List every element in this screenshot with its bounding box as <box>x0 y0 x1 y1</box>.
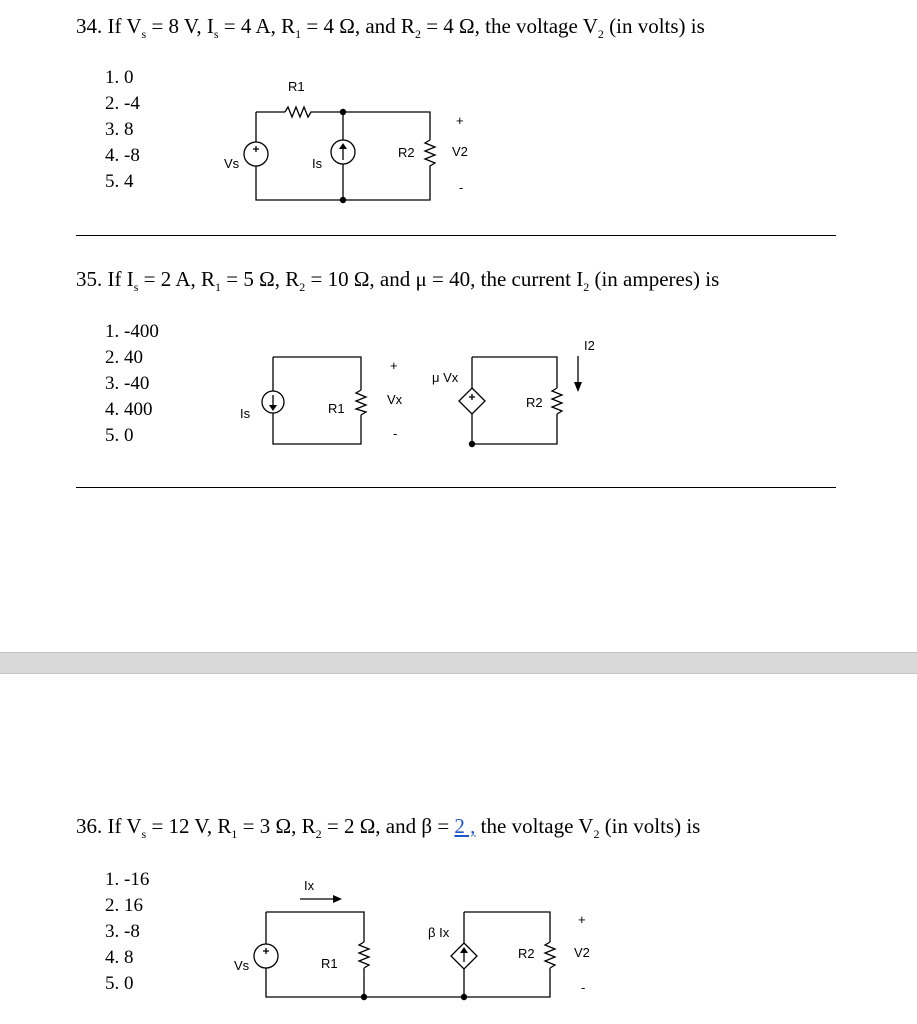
option: 3. -8 <box>105 921 140 942</box>
question-34-prompt: 34. If $V_s = 8$ V, $I_s = 4$ A, $R_1 = 4$ Ω, and $R_2 = 4$ Ω, the voltage $V_2$ (in volts) is <box>76 14 705 42</box>
label-r1: R1 <box>321 956 338 971</box>
label-plus: + <box>390 358 398 373</box>
option: 5. 4 <box>105 171 134 192</box>
option: 2. 16 <box>105 895 143 916</box>
option: 3. 8 <box>105 119 134 140</box>
label-is: Is <box>240 406 251 421</box>
option: 5. 0 <box>105 973 134 994</box>
label-is: Is <box>312 156 323 171</box>
label-beta-ix: β Ix <box>428 925 450 940</box>
label-i2: I2 <box>584 338 595 353</box>
option: 2. -4 <box>105 93 140 114</box>
label-plus: + <box>456 113 464 128</box>
label-vx: Vx <box>387 392 403 407</box>
label-mu-vx: μ Vx <box>432 370 459 385</box>
option: 4. 400 <box>105 399 153 420</box>
label-r2: R2 <box>398 145 415 160</box>
label-r1: R1 <box>328 401 345 416</box>
option: 4. -8 <box>105 145 140 166</box>
option: 1. -16 <box>105 869 150 890</box>
label-ix: Ix <box>304 878 315 893</box>
label-r2: R2 <box>526 395 543 410</box>
label-r1: R1 <box>288 79 305 94</box>
label-minus: - <box>581 980 586 995</box>
question-35-prompt: 35. If $I_s = 2$ A, $R_1 = 5$ Ω, $R_2 = 10$ Ω, and μ = 40, the current $I_2$ (in amperes) is <box>76 267 720 295</box>
label-minus: - <box>393 426 398 441</box>
label-plus: + <box>578 912 586 927</box>
label-vs: Vs <box>224 156 240 171</box>
beta-value-link[interactable]: 2 , <box>454 814 476 838</box>
label-r2: R2 <box>518 946 535 961</box>
option: 4. 8 <box>105 947 134 968</box>
option: 3. -40 <box>105 373 150 394</box>
option: 1. 0 <box>105 67 134 88</box>
option: 5. 0 <box>105 425 134 446</box>
label-v2: V2 <box>574 945 590 960</box>
label-minus: - <box>459 180 464 195</box>
question-36-prompt: 36. If $V_s = 12$ V, $R_1 = 3$ Ω, $R_2 = 2$ Ω, and β = 2 , the voltage $V_2$ (in volts) is <box>76 814 701 842</box>
label-vs: Vs <box>234 958 250 973</box>
option: 1. -400 <box>105 321 159 342</box>
label-v2: V2 <box>452 144 468 159</box>
option: 2. 40 <box>105 347 143 368</box>
